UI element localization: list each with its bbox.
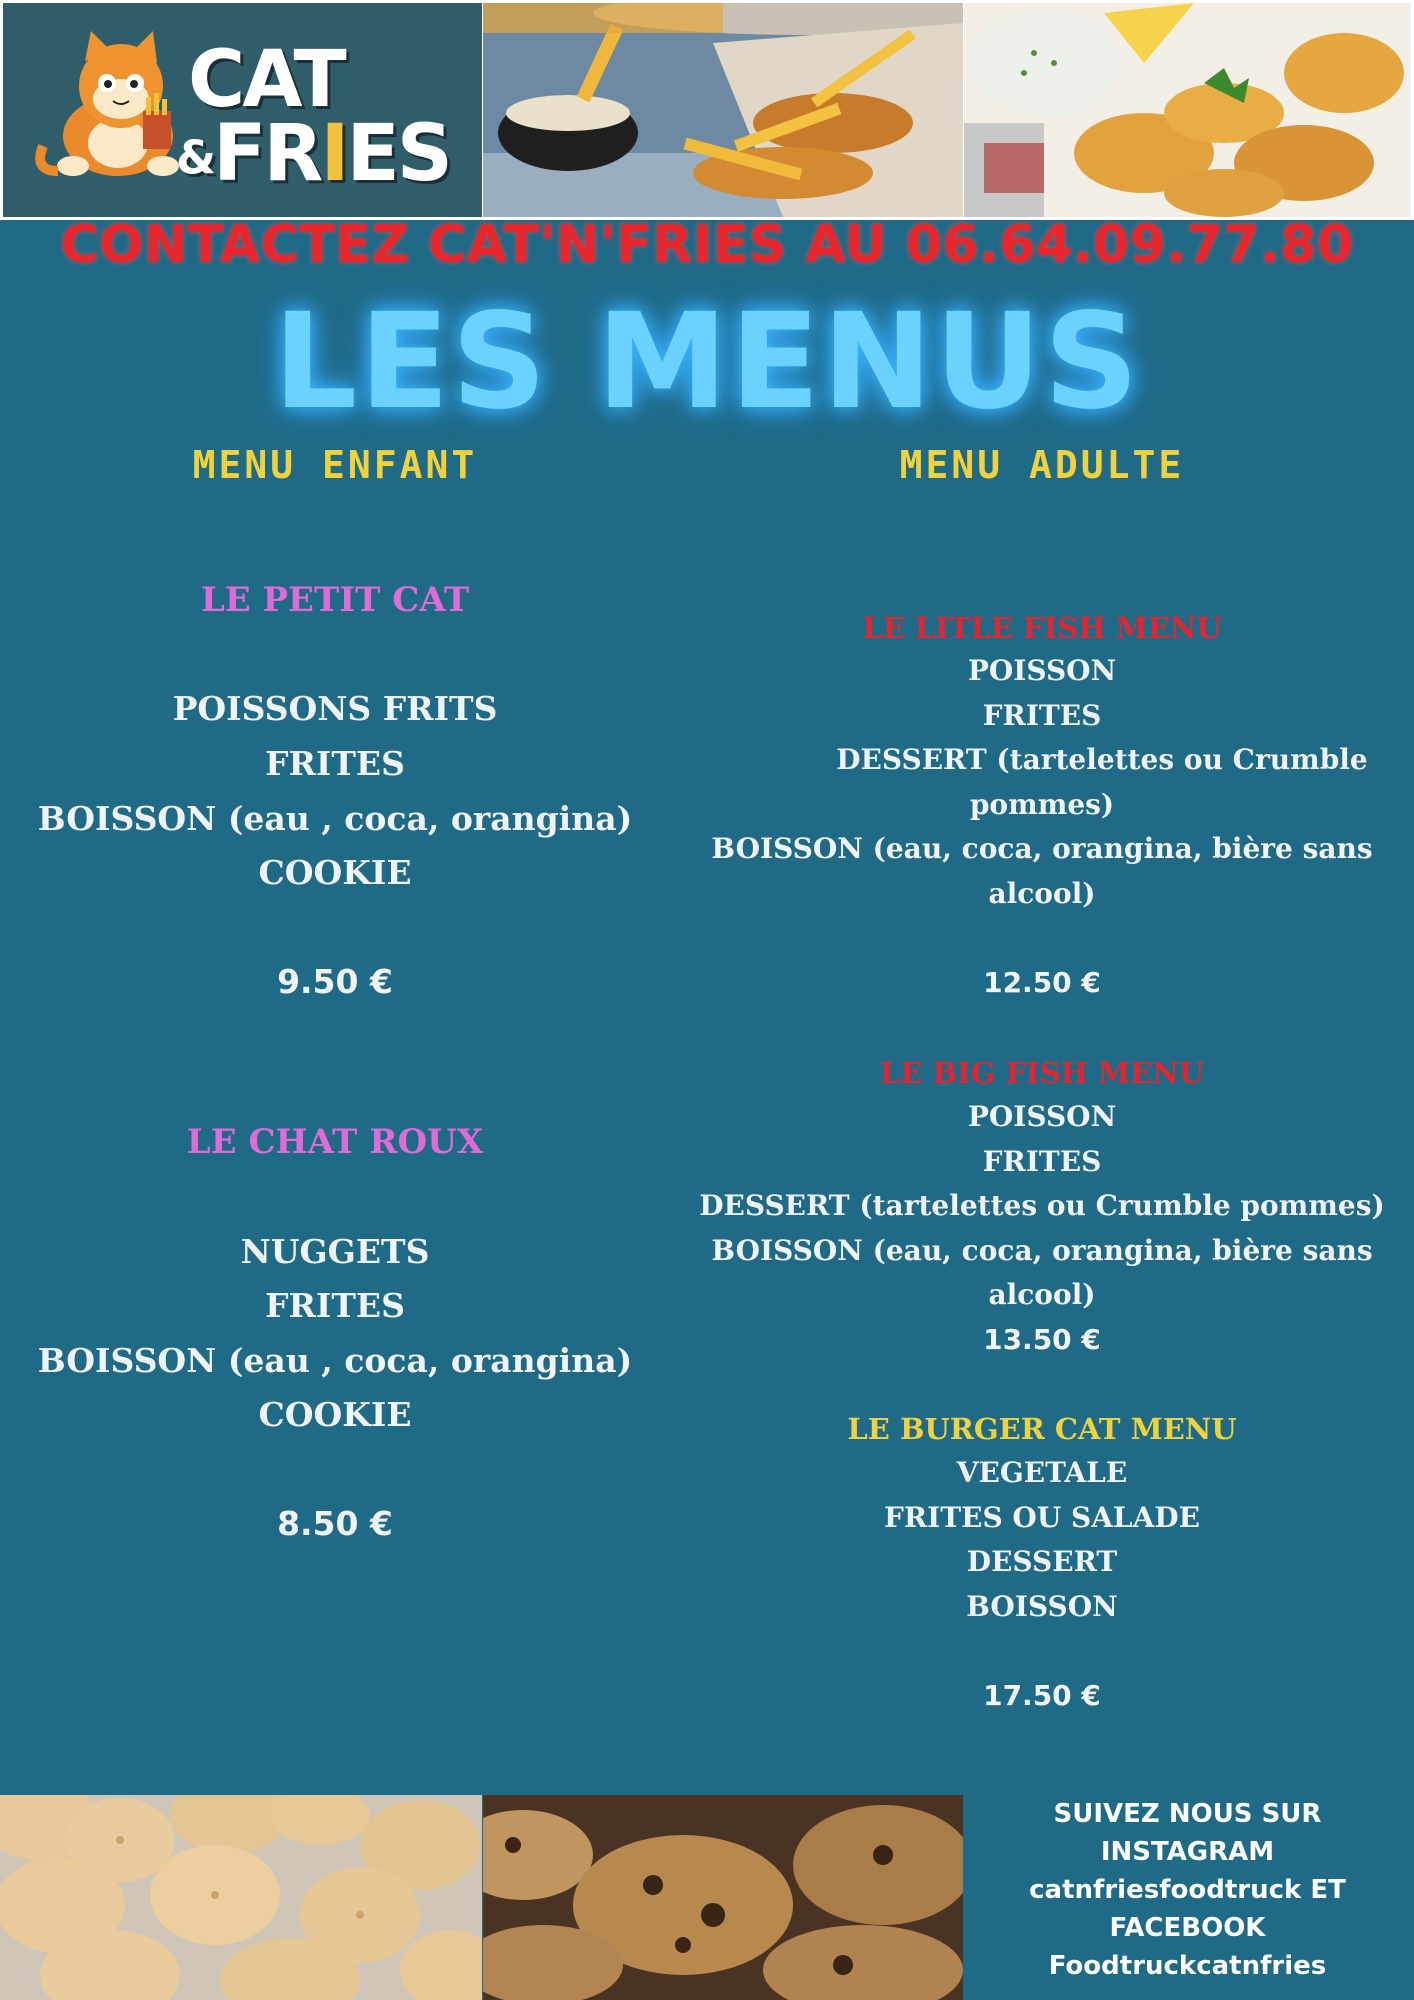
menu-item: NUGGETS xyxy=(240,1232,430,1271)
follow-line: FACEBOOK xyxy=(1109,1913,1266,1943)
contact-banner: CONTACTEZ CAT'N'FRIES AU 06.64.09.77.80 xyxy=(60,215,1354,275)
menu-price: 8.50 € xyxy=(277,1504,393,1543)
menu-title: LE BIG FISH MENU xyxy=(879,1056,1205,1090)
menu-item: POISSON xyxy=(967,1100,1117,1133)
follow-line: Foodtruckcatnfries xyxy=(1048,1951,1327,1981)
menu-title: LE CHAT ROUX xyxy=(186,1122,484,1162)
kids-menu-heading: MENU ENFANT xyxy=(192,443,478,487)
menu-item: POISSONS FRITS xyxy=(172,689,498,728)
follow-line: catnfriesfoodtruck ET xyxy=(1029,1875,1346,1905)
menu-price: 13.50 € xyxy=(983,1323,1101,1356)
menu-item: COOKIE xyxy=(258,853,412,892)
menu-price: 12.50 € xyxy=(983,966,1101,999)
menu-item: FRITES xyxy=(982,1145,1102,1178)
adult-menu-column xyxy=(690,0,1394,1790)
kids-menu-column xyxy=(20,0,650,1790)
follow-line: INSTAGRAM xyxy=(1100,1837,1275,1867)
menu-item: BOISSON (eau, coca, orangina, bière sans xyxy=(711,832,1373,865)
menu-item: DESSERT (tartelettes ou Crumble pommes) xyxy=(699,1189,1385,1222)
cookies-tray-photo xyxy=(0,1795,482,2000)
menu-item: COOKIE xyxy=(258,1395,412,1434)
menu-item: FRITES xyxy=(265,744,405,783)
menu-title: LE BURGER CAT MENU xyxy=(847,1412,1237,1446)
menu-item: FRITES OU SALADE xyxy=(884,1501,1200,1534)
menu-item: DESSERT (tartelettes ou Crumble xyxy=(836,743,1368,776)
menu-item: BOISSON xyxy=(966,1590,1118,1623)
chocolate-cookies-photo xyxy=(483,1795,963,2000)
menu-item: BOISSON (eau , coca, orangina) xyxy=(37,1341,633,1380)
menu-item: BOISSON (eau , coca, orangina) xyxy=(37,799,633,838)
menu-item: alcool) xyxy=(988,877,1096,910)
menu-item: FRITES xyxy=(265,1286,405,1325)
menu-price: 17.50 € xyxy=(983,1679,1101,1712)
page-title: LES MENUS xyxy=(273,285,1141,439)
menu-item: POISSON xyxy=(967,654,1117,687)
logo-word-cat: CAT xyxy=(188,35,344,125)
social-follow-text xyxy=(985,1795,1390,1985)
menu-title: LE LITLE FISH MENU xyxy=(862,611,1222,645)
menu-item: BOISSON (eau, coca, orangina, bière sans xyxy=(711,1234,1373,1267)
menu-item: pommes) xyxy=(969,788,1115,821)
menu-item: FRITES xyxy=(982,699,1102,732)
follow-line: SUIVEZ NOUS SUR xyxy=(1053,1799,1322,1829)
menu-item: alcool) xyxy=(988,1278,1096,1311)
menu-price: 9.50 € xyxy=(277,962,393,1001)
adult-menu-heading: MENU ADULTE xyxy=(899,443,1185,487)
logo-word-fries: &FRIES xyxy=(176,109,450,200)
menu-item: VEGETALE xyxy=(956,1456,1128,1489)
menu-item: DESSERT xyxy=(966,1545,1118,1578)
menu-title: LE PETIT CAT xyxy=(200,580,470,620)
